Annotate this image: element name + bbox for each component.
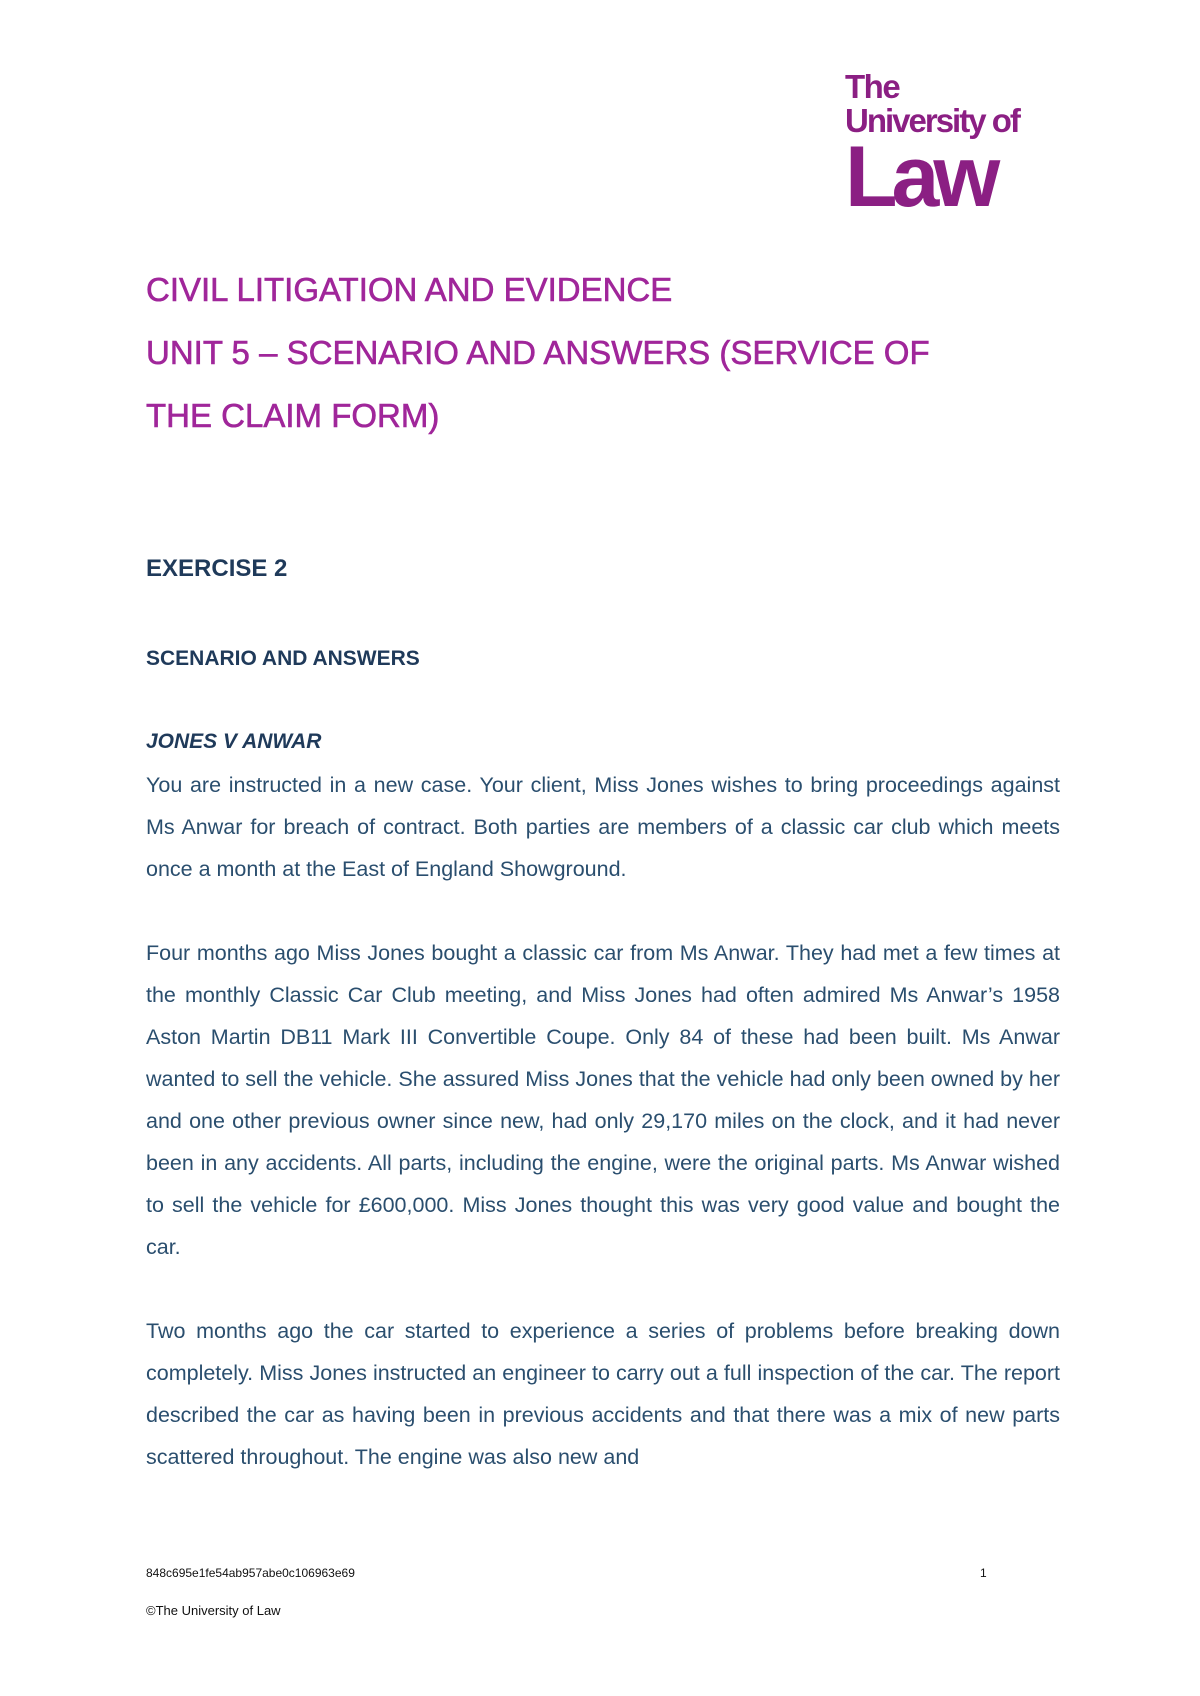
title-line-2: UNIT 5 – SCENARIO AND ANSWERS (SERVICE OF	[146, 334, 930, 371]
paragraph-2: Four months ago Miss Jones bought a classic car from Ms Anwar. They had met a few times at the monthly Classic Car Club meeting, and Miss Jones had often admired Ms Anwar’s 1958 Aston Martin DB11 Mark III Convertible Coupe. Only 84 of these had been built. Ms Anwar wanted to sell the vehicle. She assured Miss Jones that the vehicle had only been owned by her and one other previous owner since new, had only 29,170 miles on the clock, and it had never been in any accidents. All parts, including the engine, were the original parts. Ms Anwar wished to sell the vehicle for £600,000. Miss Jones thought this was very good value and bought the car.	[146, 941, 1060, 1259]
footer-page-number: 1	[980, 1566, 987, 1580]
footer-document-id: 848c695e1fe54ab957abe0c106963e69	[146, 1566, 355, 1580]
exercise-heading: EXERCISE 2	[146, 555, 288, 582]
section-heading: SCENARIO AND ANSWERS	[146, 647, 420, 670]
paragraph-3: Two months ago the car started to experience a series of problems before breaking down completely. Miss Jones instructed an engineer to carry out a full inspection of the car. The report described the car as having been in previous accidents and that there was a mix of new parts scattered throughout. The engine was also new and	[146, 1319, 1060, 1469]
logo-line-the: The	[845, 68, 900, 105]
scenario-body	[146, 764, 1060, 1520]
logo-line-university-of: University of	[845, 102, 1019, 139]
university-logo	[845, 68, 1025, 225]
document-title	[146, 258, 1066, 447]
logo-line-law: Law	[845, 129, 995, 225]
case-title: JONES V ANWAR	[146, 730, 322, 753]
title-line-1: CIVIL LITIGATION AND EVIDENCE	[146, 271, 673, 308]
paragraph-1: You are instructed in a new case. Your client, Miss Jones wishes to bring proceedings against Ms Anwar for breach of contract. Both parties are members of a classic car club which meets once a month at the East of England Showground.	[146, 773, 1060, 881]
footer-copyright: ©The University of Law	[146, 1603, 281, 1618]
title-line-3: THE CLAIM FORM)	[146, 397, 440, 434]
